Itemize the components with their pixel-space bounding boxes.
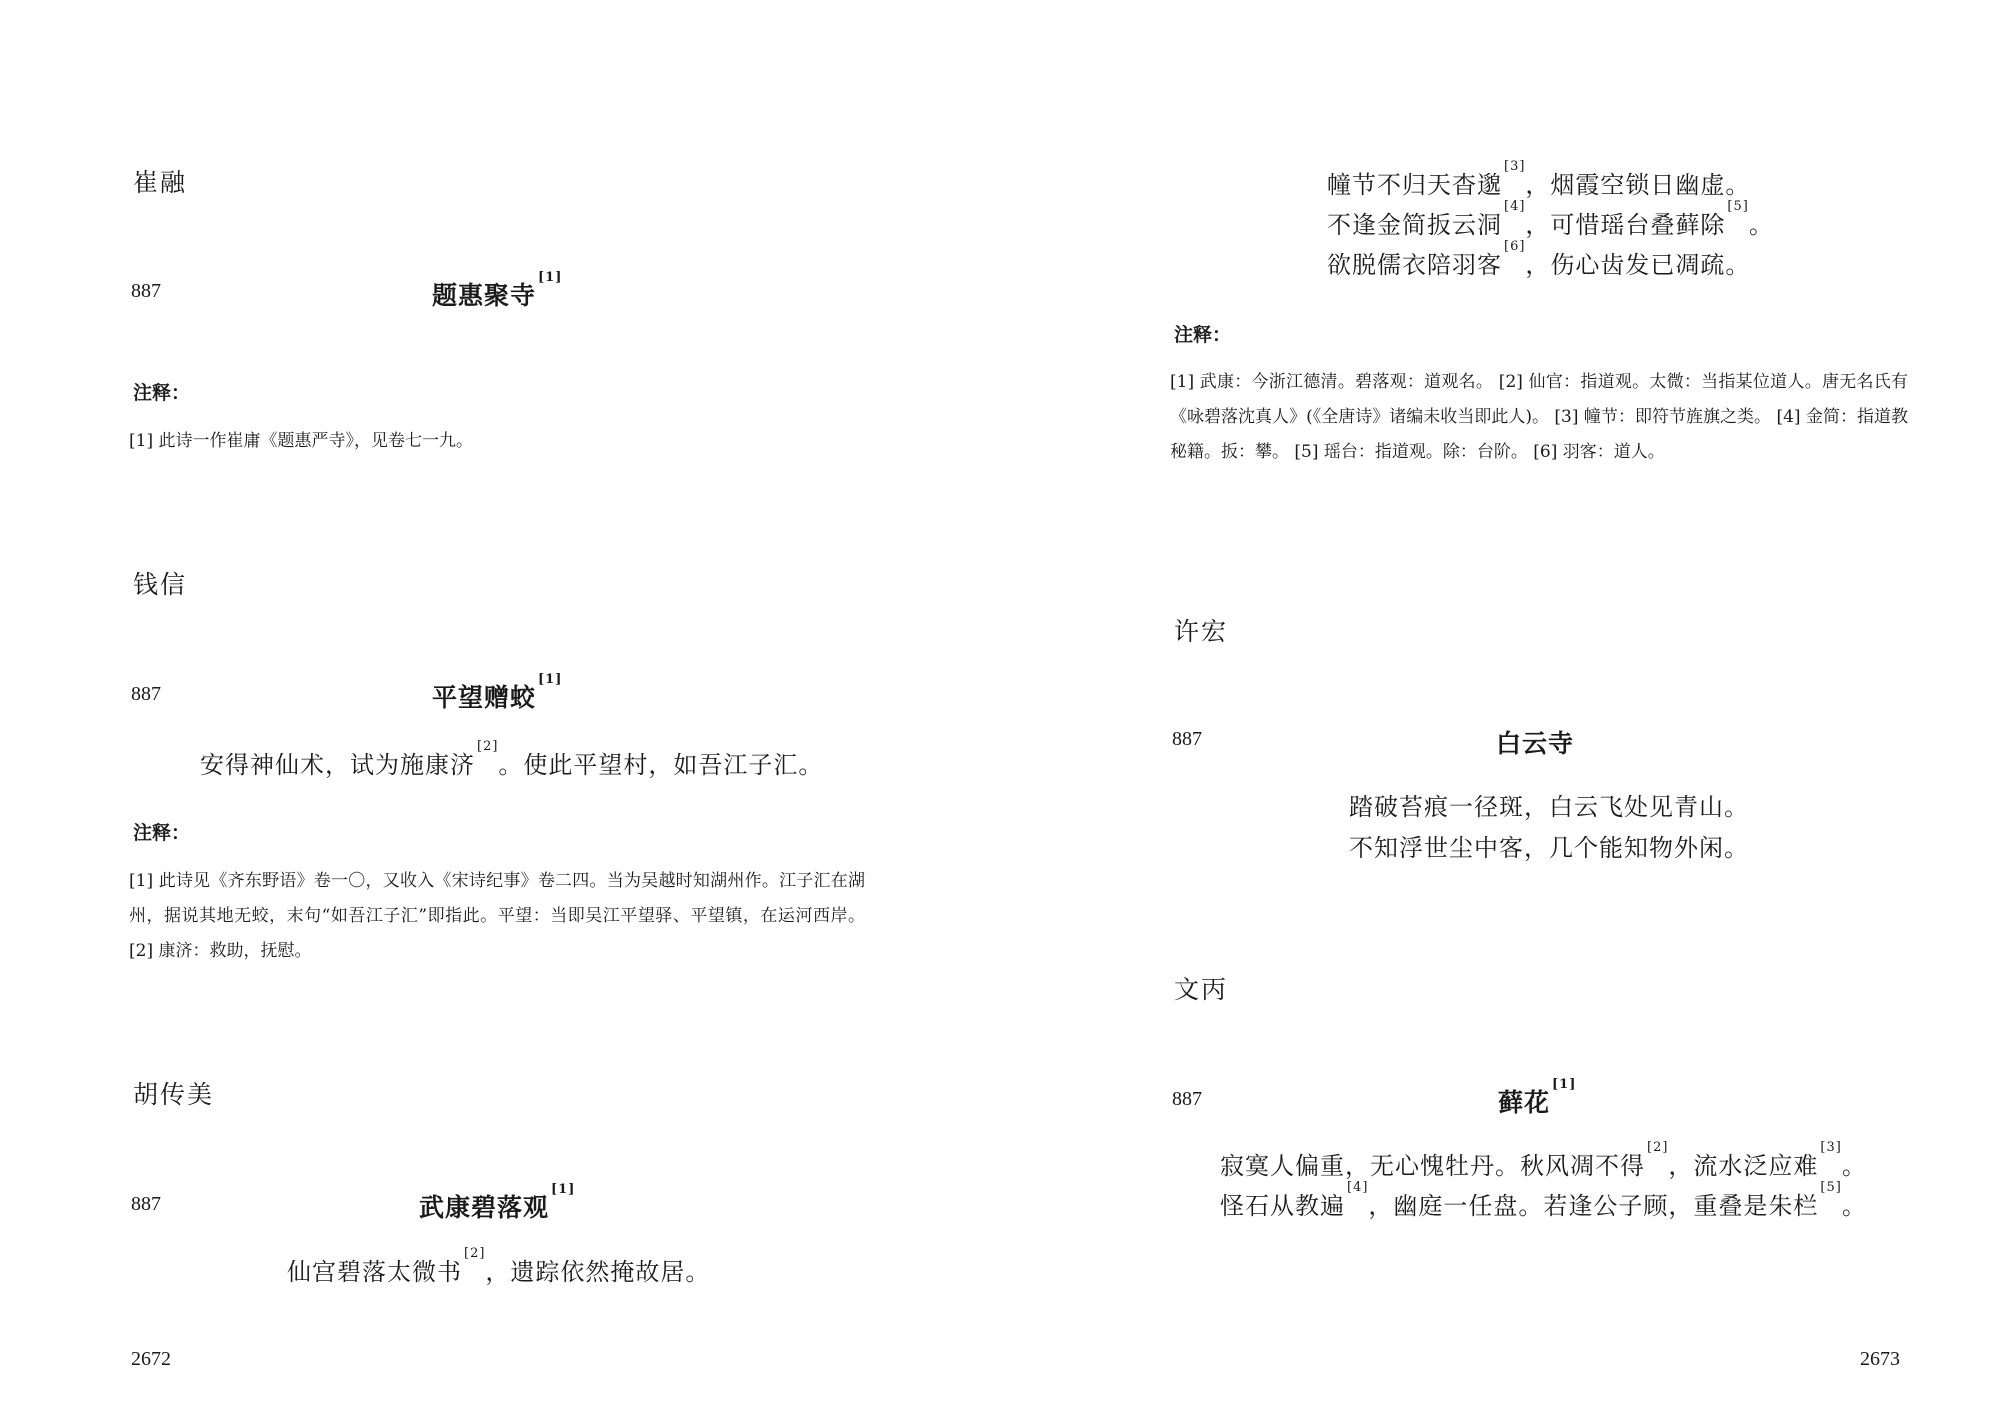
poem-line: 欲脱儒衣陪羽客[6]，伤心齿发已凋疏。	[1327, 239, 1751, 279]
page-number: 2672	[131, 1348, 171, 1370]
notes-heading: 注释：	[133, 382, 191, 404]
poem-line: 寂寞人偏重，无心愧牡丹。秋风凋不得[2]，流水泛应难[3]。	[1220, 1140, 1867, 1180]
footnote-ref: [1]	[1552, 1077, 1577, 1092]
footnote-ref: [5]	[1727, 199, 1749, 214]
footnote-ref: [1]	[551, 1182, 576, 1197]
poem-number: 887	[131, 280, 161, 302]
footnote-ref: [6]	[1504, 239, 1526, 254]
poem-title: 武康碧落观[1]	[419, 1182, 576, 1222]
footnote-ref: [4]	[1347, 1180, 1369, 1195]
poem-line: 安得神仙术，试为施康济[2]。使此平望村，如吾江子汇。	[200, 739, 824, 779]
poem-line: 怪石从教遍[4]，幽庭一任盘。若逢公子顾，重叠是朱栏[5]。	[1220, 1180, 1867, 1220]
notes-text: [1] 此诗见《齐东野语》卷一〇，又收入《宋诗纪事》卷二四。当为吴越时知湖州作。江子汇在湖州，据说其地无蛟，末句“如吾江子汇”即指此。平望：当即吴江平望驿、平望镇，在运河西岸。 [2] 康济：救助，抚慰。	[129, 871, 865, 961]
poem-line: 不逢金简扳云洞[4]，可惜瑶台叠藓除[5]。	[1327, 199, 1774, 239]
poem-line: 不知浮世尘中客，几个能知物外闲。	[1349, 834, 1749, 862]
page-number: 2673	[1860, 1348, 1900, 1370]
footnote-ref: [2]	[464, 1246, 486, 1261]
footnote-ref: [3]	[1820, 1140, 1842, 1155]
notes-text: [1] 武康：今浙江德清。碧落观：道观名。 [2] 仙官：指道观。太微：当指某位道人。唐无名氏有《咏碧落沈真人》(《全唐诗》诸编未收当即此人)。 [3] 幢节：即符节旌旗之类。 [4] 金简：指道教秘籍。扳：攀。 [5] 瑶台：指道观。除：台阶。 [6] 羽客：道人。	[1170, 372, 1908, 462]
author-name: 崔融	[133, 168, 188, 197]
notes-text: [1] 此诗一作崔庸《题惠严寺》，见卷七一九。	[129, 431, 473, 451]
notes-heading: 注释：	[133, 822, 191, 844]
poem-title: 藓花[1]	[1498, 1077, 1577, 1117]
poem-number: 887	[131, 1193, 161, 1215]
poem-number: 887	[1172, 1088, 1202, 1110]
author-name: 胡传美	[133, 1080, 215, 1109]
footnote-ref: [2]	[477, 739, 499, 754]
poem-title: 白云寺	[1496, 729, 1575, 758]
footnote-ref: [2]	[1647, 1140, 1669, 1155]
notes-heading: 注释：	[1174, 324, 1232, 346]
poem-line: 幢节不归天杳邈[3]，烟霞空锁日幽虚。	[1327, 159, 1751, 199]
footnote-ref: [1]	[538, 270, 563, 285]
poem-line: 仙宫碧落太微书[2]，遗踪依然掩故居。	[287, 1246, 711, 1286]
poem-number: 887	[131, 683, 161, 705]
right-page	[1004, 0, 2008, 1417]
poem-title: 题惠聚寺[1]	[432, 270, 563, 310]
poem-line: 踏破苔痕一径斑，白云飞处见青山。	[1349, 793, 1749, 821]
footnote-ref: [5]	[1820, 1180, 1842, 1195]
footnote-ref: [1]	[538, 672, 563, 687]
author-name: 钱信	[133, 570, 188, 599]
poem-title: 平望赠蛟[1]	[432, 672, 563, 712]
author-name: 许宏	[1174, 617, 1229, 646]
footnote-ref: [4]	[1504, 199, 1526, 214]
poem-number: 887	[1172, 728, 1202, 750]
author-name: 文丙	[1174, 975, 1229, 1004]
footnote-ref: [3]	[1504, 159, 1526, 174]
